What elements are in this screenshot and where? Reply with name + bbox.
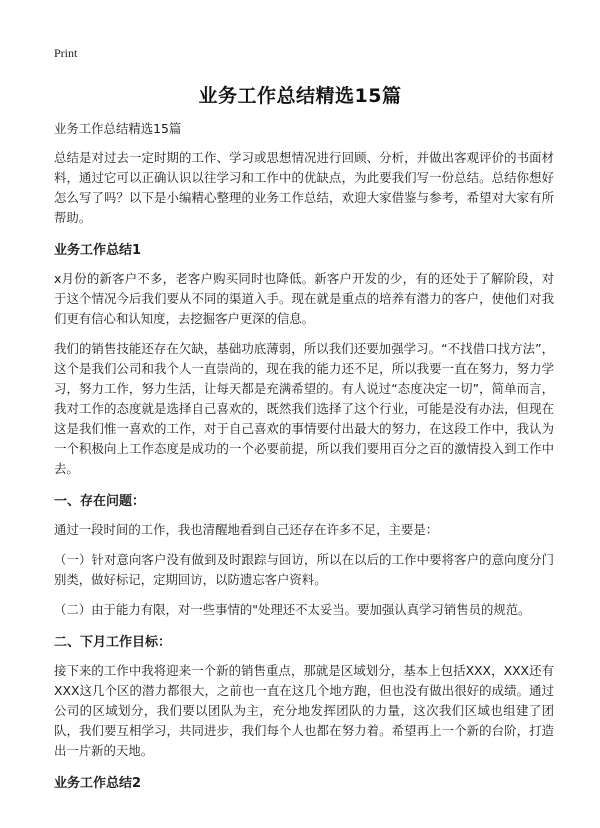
problems-item-2: （二）由于能力有限，对一些事情的"处理还不太妥当。要加强认真学习销售员的规范。: [54, 602, 531, 617]
goals-heading: 二、下月工作目标：: [54, 635, 172, 650]
goals-paragraph: 接下来的工作中我将迎来一个新的销售重点，那就是区域划分，基本上包括XXX，XXX还有XXX这几个区的潜力都很大，之前也一直在这几个地方跑，但也没有做出很好的成绩。通过公司的区域划分，我们要以团队为主，充分地发挥团队的力量，这次我们区域也组建了团队，我们要互相学习，共同进步，我们每个人也都在努力着。希望再上一个新的台阶，打造出一片新的天地。: [54, 663, 554, 758]
page-title: 业务工作总结精选15篇: [198, 85, 402, 107]
section1-paragraph-2: 我们的销售技能还存在欠缺，基础功底薄弱，所以我们还要加强学习。“不找借口找方法”，这个是我们公司和我个人一直崇尚的，现在我的能力还不足，所以我要一直在努力，努力学习，努力工作，努力生活，让每天都是充满希望的。有人说过“态度决定一切”，简单而言，我对工作的态度就是选择自己喜欢的，既然我们选择了这个行业，可能是没有办法，但现在这是我们惟一喜欢的工作，对于自己喜欢的事情要付出最大的努力，在这段工作中，我认为一个积极向上工作态度是成功的一个必要前提，所以我们要用百分之百的激情投入到工作中去。: [54, 341, 554, 476]
problems-heading: 一、存在问题：: [54, 494, 146, 509]
section-heading-2: 业务工作总结2: [54, 776, 142, 791]
print-label[interactable]: Print: [54, 46, 78, 60]
document-subtitle: 业务工作总结精选15篇: [54, 121, 182, 136]
section-heading-1: 业务工作总结1: [54, 243, 142, 258]
document-body: [54, 119, 554, 802]
problems-item-1: （一）针对意向客户没有做到及时跟踪与回访，所以在以后的工作中要将客户的意向度分门别类，做好标记，定期回访，以防遗忘客户资料。: [54, 552, 554, 587]
intro-paragraph: 总结是对过去一定时期的工作、学习或思想情况进行回顾、分析，并做出客观评价的书面材料，通过它可以正确认识以往学习和工作中的优缺点，为此要我们写一份总结。总结你想好怎么写了吗？以下是小编精心整理的业务工作总结，欢迎大家借鉴与参考，希望对大家有所帮助。: [54, 150, 554, 225]
problems-intro: 通过一段时间的工作，我也清醒地看到自己还存在许多不足，主要是：: [54, 522, 439, 537]
section1-paragraph-1: x月份的新客户不多，老客户购买同时也降低。新客户开发的少，有的还处于了解阶段，对于这个情况今后我们要从不同的渠道入手。现在就是重点的培养有潜力的客户，使他们对我们更有信心和认知度，去挖掘客户更深的信息。: [54, 271, 554, 326]
